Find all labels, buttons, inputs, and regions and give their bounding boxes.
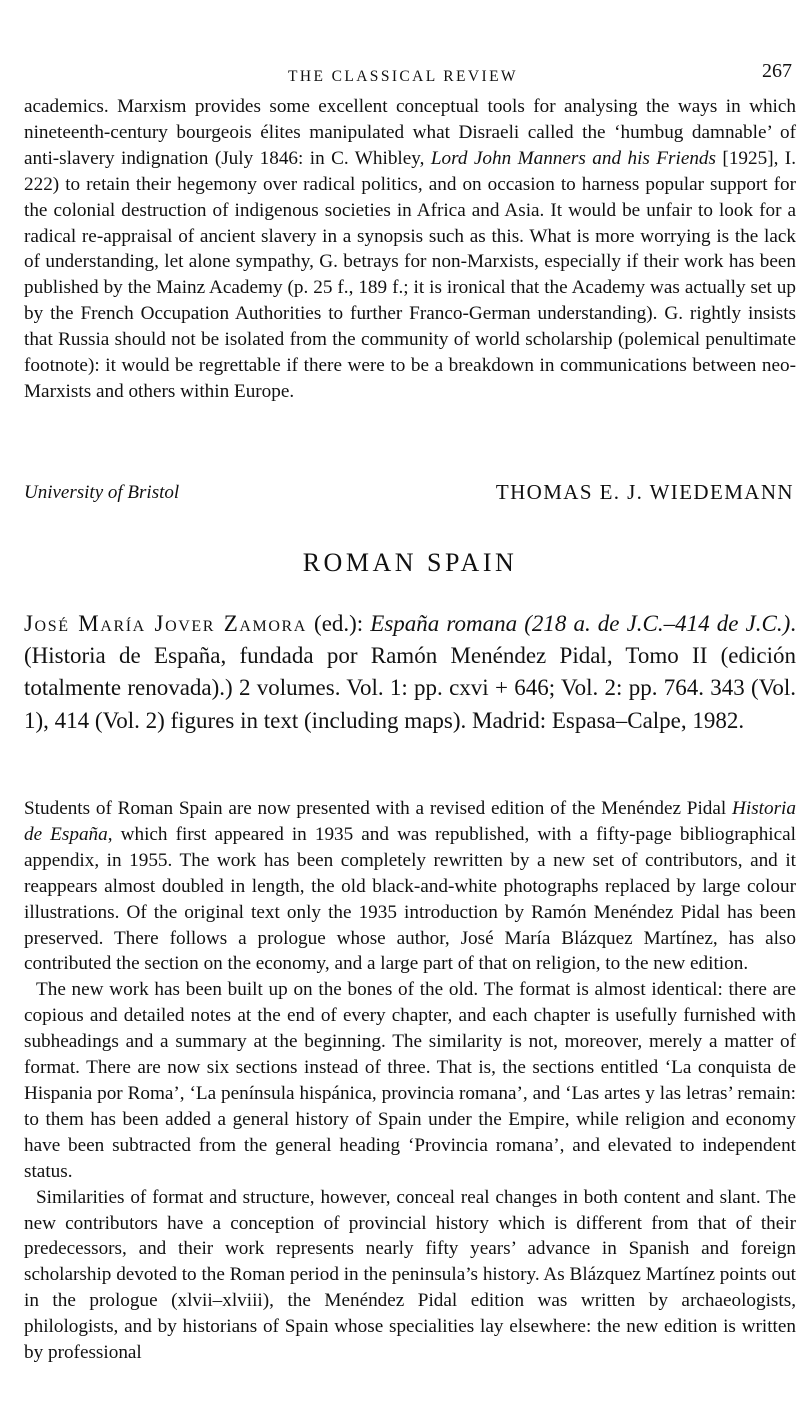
review-paragraph (24, 977, 796, 1184)
section-title: ROMAN SPAIN (302, 548, 518, 577)
previous-review-paragraph (24, 94, 796, 405)
text-run: The new work has been built up on the bones of the old. The format is almost identical: there are copious and detailed notes at the end of every chapter, and each chapter is usefully furnished with subheadings and a summary at the beginning. The similarity is not, moreover, merely a matter of format. There are now six sections instead of three. That is, the sections entitled ‘La conquista de Hispania por Roma’, ‘La península hispánica, provincia romana’, and ‘Las artes y las letras’ remain: to them has been added a general history of Spain under the Empire, while religion and economy have been subtracted from the general heading ‘Provincia romana’, and elevated to independent status. (24, 979, 796, 1182)
text-run: Similarities of format and structure, however, conceal real changes in both content and slant. The new contributors have a conception of provincial history which is different from that of their predecessors, and their work represents nearly fifty years’ advance in Spanish and foreign scholarship devoted to the Roman period in the peninsula’s history. As Blázquez Martínez points out in the prologue (xlvii–xlviii), the Menéndez Pidal edition was written by archaeologists, philologists, and by historians of Spain whose specialities lay elsewhere: the new edition is written by professional (24, 1186, 796, 1364)
reviewer-affiliation: University of Bristol (24, 482, 180, 503)
review-paragraph (24, 796, 796, 977)
review-paragraph (24, 1185, 796, 1366)
running-title: THE CLASSICAL REVIEW (288, 68, 518, 85)
text-run: academics. Marxism provides some excellent conceptual tools for analysing the ways in which nineteenth-century bourgeois élites manipulated what Disraeli called the ‘humbug damnable’ of anti-slavery indignation (July 1846: in C. Whibley, (24, 96, 796, 169)
book-citation (24, 608, 796, 737)
running-head (24, 60, 796, 92)
text-run: , which first appeared in 1935 and was republished, with a fifty-page bibliographical appendix, in 1955. The work has been completely rewritten by a new set of contributors, and it reappears almost doubled in length, the old black-and-white photographs replaced by large colour illustrations. Of the original text only the 1935 introduction by Ramón Menéndez Pidal has been preserved. There follows a prologue whose author, José María Blázquez Martínez, has also contributed the section on the economy, and a large part of that on religion, to the new edition. (24, 823, 796, 975)
text-run: (ed.): (306, 611, 371, 636)
italic-text-run: España romana (218 a. de J.C.–414 de J.C.) (370, 611, 791, 636)
page-number: 267 (762, 60, 792, 82)
review-body (24, 796, 796, 1366)
text-run: [1925], I. 222) to retain their hegemony over radical politics, and on occasion to harness popular support for the colonial destruction of indigenous societies in Africa and Asia. It would be unfair to look for a radical re-appraisal of ancient slavery in a synopsis such as this. What is more worrying is the lack of understanding, let alone sympathy, G. betrays for non-Marxists, especially if their work has been published by the Mainz Academy (p. 25 f., 189 f.; it is ironical that the Academy was actually set up by the French Occupation Authorities to further Franco-German understanding). G. rightly insists that Russia should not be isolated from the community of world scholarship (polemical penultimate footnote): it would be regrettable if there were to be a breakdown in communications between neo-Marxists and others within Europe. (24, 147, 796, 402)
reviewer-name: THOMAS E. J. WIEDEMANN (495, 480, 794, 504)
small-caps-text-run: José María Jover Zamora (24, 611, 307, 636)
text-run: Students of Roman Spain are now presented with a revised edition of the Menéndez Pidal (24, 798, 733, 819)
italic-text-run: Lord John Manners and his Friends (430, 147, 716, 169)
italic-text-run: Historia de España (24, 798, 796, 845)
text-run: . (Historia de España, fundada por Ramón Menéndez Pidal, Tomo II (edición totalmente renovada).) 2 volumes. Vol. 1: pp. cxvi + 646; Vol. 2: pp. 764. 343 (Vol. 1), 414 (Vol. 2) figures in text (including maps). Madrid: Espasa–Calpe, 1982. (24, 611, 796, 733)
previous-review-text (24, 94, 796, 405)
review-signature (24, 480, 796, 510)
journal-page (24, 0, 796, 1404)
